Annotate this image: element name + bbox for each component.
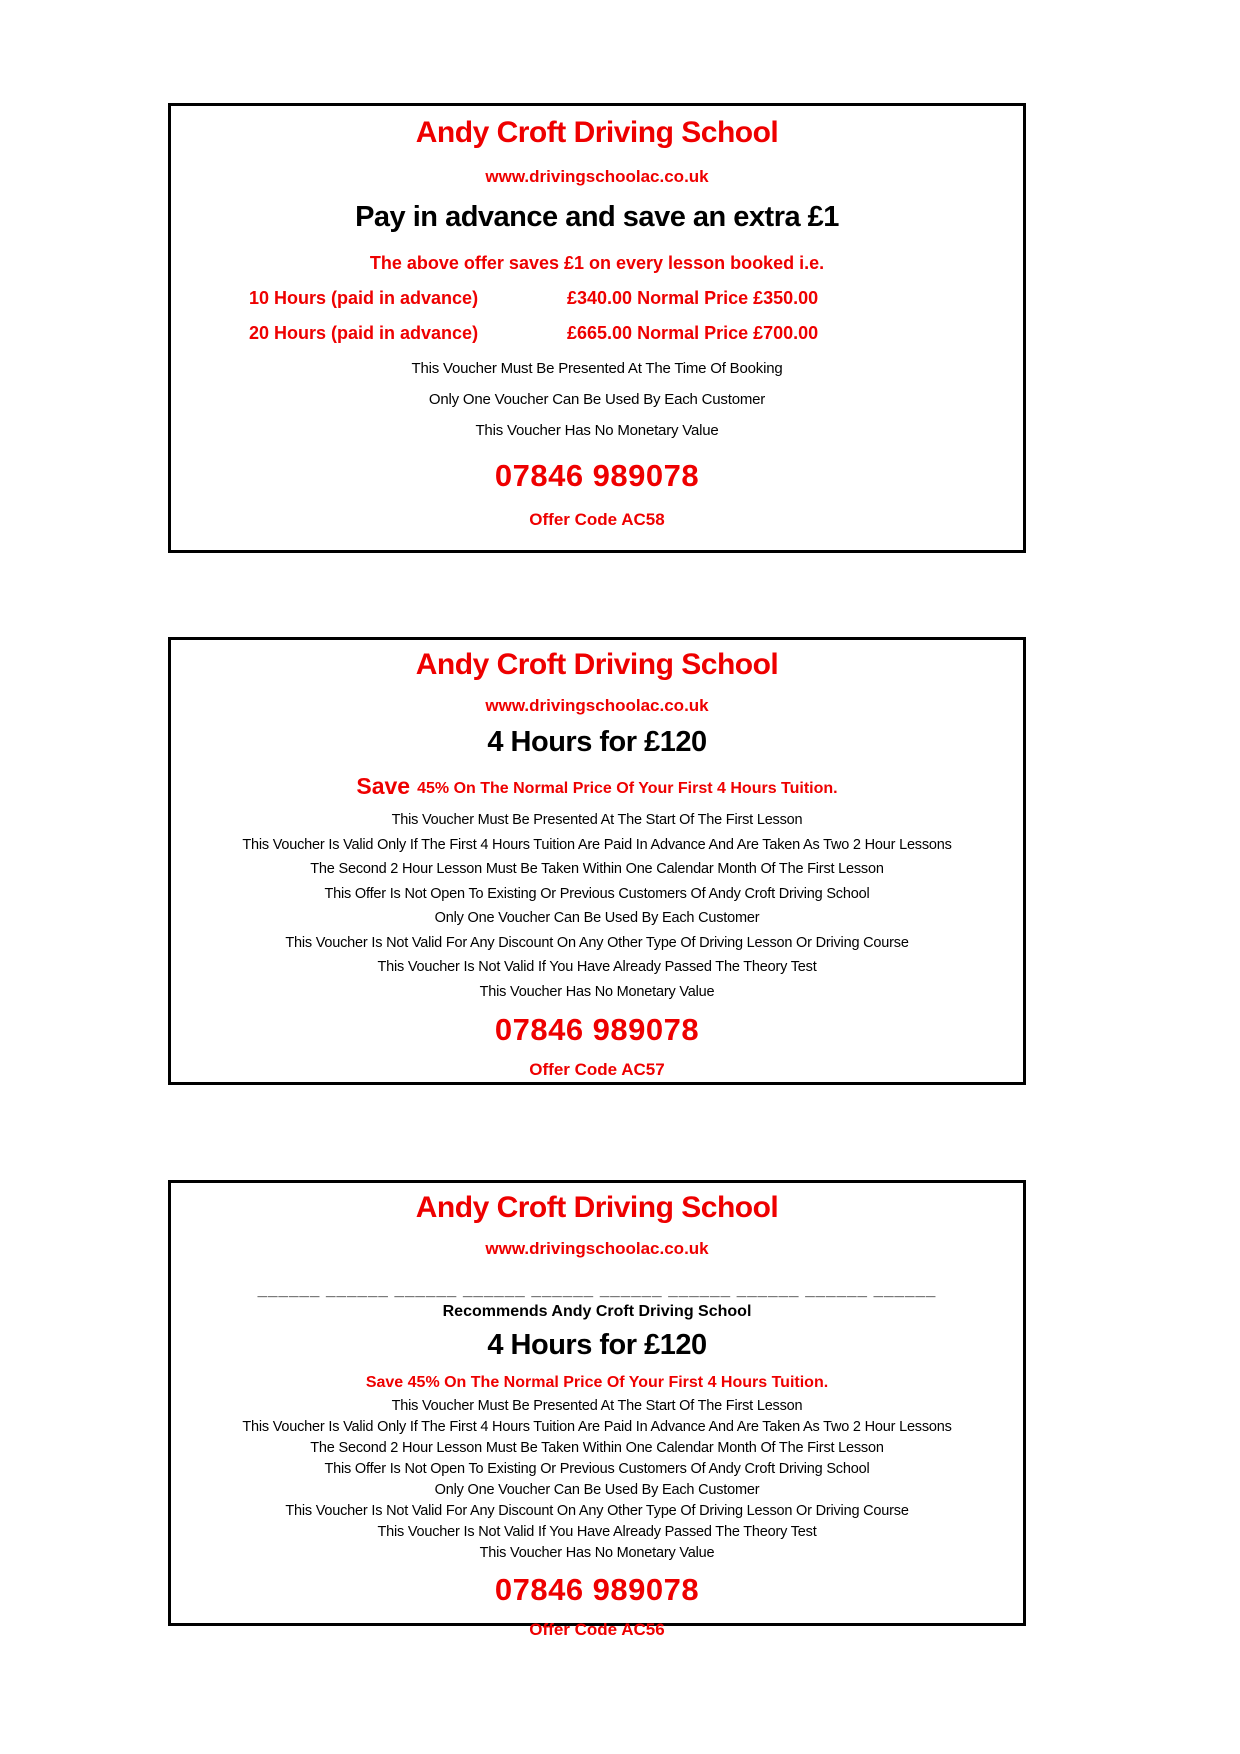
price-row	[249, 288, 1023, 309]
term-line: This Offer Is Not Open To Existing Or Previous Customers Of Andy Croft Driving School	[324, 1461, 870, 1477]
term-line: This Voucher Is Not Valid For Any Discount On Any Other Type Of Driving Lesson Or Driving Course	[285, 1503, 909, 1519]
offer-code: Offer Code AC57	[529, 1060, 665, 1079]
save-line	[171, 773, 1023, 800]
website-url: www.drivingschoolac.co.uk	[485, 696, 709, 715]
term-line: This Voucher Must Be Presented At The Time Of Booking	[411, 360, 783, 377]
term-line: This Voucher Has No Monetary Value	[479, 983, 715, 1000]
term-line: This Voucher Has No Monetary Value	[479, 1545, 715, 1561]
recommends-line: Recommends Andy Croft Driving School	[442, 1303, 752, 1320]
term-line: This Voucher Is Valid Only If The First 4 Hours Tuition Are Paid In Advance And Are Taken As Two 2 Hour Lessons	[242, 1419, 952, 1435]
save-line: Save 45% On The Normal Price Of Your First 4 Hours Tuition.	[365, 1374, 829, 1391]
term-line: The Second 2 Hour Lesson Must Be Taken Within One Calendar Month Of The First Lesson	[310, 1440, 884, 1456]
term-line: Only One Voucher Can Be Used By Each Customer	[434, 1482, 760, 1498]
term-line: Only One Voucher Can Be Used By Each Customer	[434, 910, 760, 926]
offer-headline: 4 Hours for £120	[487, 726, 707, 758]
term-line: Only One Voucher Can Be Used By Each Customer	[428, 391, 766, 408]
price-value: £665.00 Normal Price £700.00	[567, 323, 819, 343]
terms-list	[171, 808, 1023, 1004]
save-word: Save	[356, 773, 411, 799]
offer-headline: Pay in advance and save an extra £1	[355, 201, 839, 233]
terms-list	[171, 360, 1023, 440]
term-line: This Voucher Is Not Valid If You Have Already Passed The Theory Test	[377, 1524, 817, 1540]
website-url: www.drivingschoolac.co.uk	[485, 167, 709, 186]
website-url: www.drivingschoolac.co.uk	[485, 1239, 709, 1258]
term-line: The Second 2 Hour Lesson Must Be Taken Within One Calendar Month Of The First Lesson	[310, 861, 884, 877]
write-in-name-line: ______ ______ ______ ______ ______ ______ ______ ______ ______ ______	[257, 1280, 937, 1299]
term-line: This Voucher Has No Monetary Value	[475, 422, 719, 439]
term-line: This Voucher Is Valid Only If The First 4 Hours Tuition Are Paid In Advance And Are Taken As Two 2 Hour Lessons	[242, 836, 952, 853]
term-line: This Voucher Must Be Presented At The Start Of The First Lesson	[391, 1398, 803, 1414]
phone-number: 07846 989078	[494, 458, 700, 493]
price-label: 10 Hours (paid in advance)	[249, 288, 479, 308]
phone-number: 07846 989078	[494, 1012, 700, 1047]
term-line: This Voucher Is Not Valid If You Have Already Passed The Theory Test	[377, 959, 817, 975]
school-title: Andy Croft Driving School	[415, 648, 779, 681]
voucher-4-hours	[168, 637, 1026, 1085]
price-value: £340.00 Normal Price £350.00	[567, 288, 819, 308]
save-rest: 45% On The Normal Price Of Your First 4 Hours Tuition.	[417, 780, 838, 797]
voucher-recommendation	[168, 1180, 1026, 1639]
term-line: This Voucher Is Not Valid For Any Discount On Any Other Type Of Driving Lesson Or Driving Course	[285, 934, 909, 951]
offer-code: Offer Code AC56	[529, 1620, 665, 1639]
price-row	[249, 323, 1023, 344]
price-label: 20 Hours (paid in advance)	[249, 323, 479, 343]
terms-list	[171, 1396, 1023, 1564]
offer-code: Offer Code AC58	[529, 510, 665, 529]
school-title: Andy Croft Driving School	[415, 116, 779, 149]
voucher-pay-in-advance	[168, 103, 1026, 553]
school-title: Andy Croft Driving School	[415, 1191, 779, 1224]
offer-subheadline: The above offer saves £1 on every lesson booked i.e.	[369, 253, 825, 273]
term-line: This Offer Is Not Open To Existing Or Previous Customers Of Andy Croft Driving School	[324, 885, 870, 902]
offer-headline: 4 Hours for £120	[487, 1329, 707, 1361]
phone-number: 07846 989078	[494, 1572, 700, 1607]
term-line: This Voucher Must Be Presented At The Start Of The First Lesson	[391, 812, 803, 828]
